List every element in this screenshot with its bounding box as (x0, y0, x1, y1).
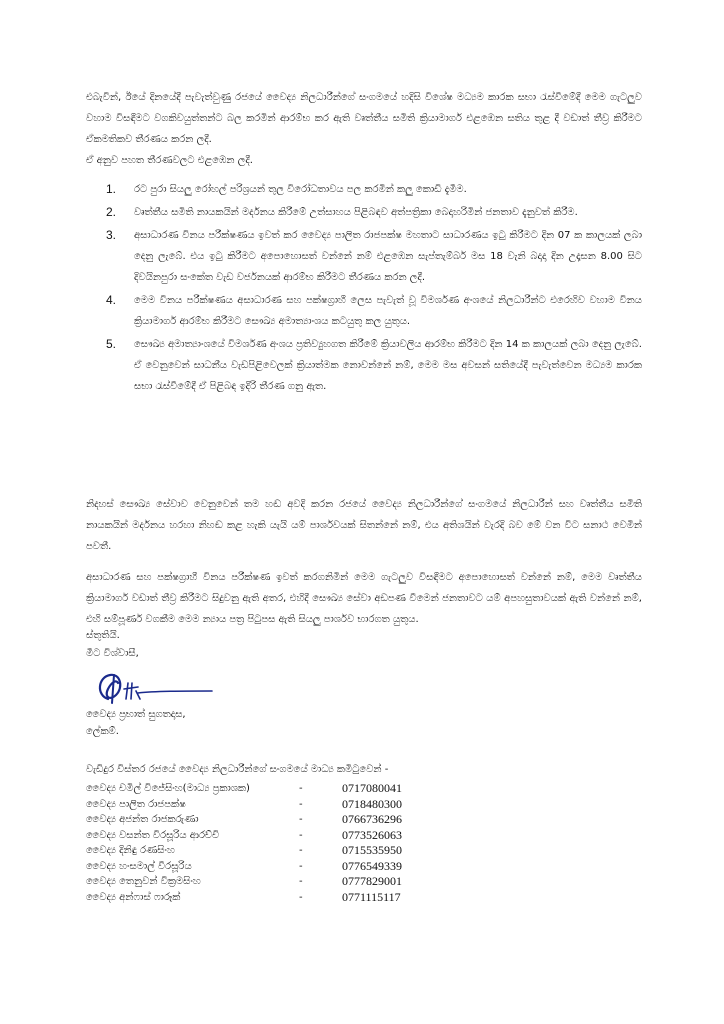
table-row (86, 890, 402, 906)
resolution-number: 2. (106, 205, 117, 219)
resolution-number: 5. (106, 337, 117, 351)
contact-name: වෛද්‍ය චමිල් විජේසිංහ(මාධ්‍ය ප්‍රකාශක) (86, 783, 250, 794)
contact-separator: - (299, 829, 303, 841)
paragraph-suppression-text: නිදහස් සෞඛ්‍ය සේවාව වෙනුවෙන් තම හඬ අවදි කරන රජයේ වෛද්‍ය නිලධාරීන්ගේ සංගමයේ නිලධාරීන් සහ වෘත්තීය සමිති නායකයින් මර්දනය හරහා නිහඬ කළ හැකි යැයි යම් පාර්ශවයක් සිතන්නේ නම්, එය අතිශයින් වැරදි බව මේ වන විට සනාථ වෙමින් පවතී. (86, 499, 642, 552)
contact-separator: - (299, 876, 303, 887)
table-row (86, 828, 402, 844)
resolution-item (106, 179, 642, 200)
closing-thanks: ස්තුතියි. (86, 630, 120, 641)
intro-paragraph (86, 87, 642, 150)
media-committee-text: වැඩිදුර විස්තර රජයේ වෛද්‍ය නිලධාරීන්ගේ සංගමයේ මාධ්‍ය කමිටුවෙන් - (86, 764, 389, 775)
contact-phone: 0777829001 (342, 874, 402, 888)
contact-phone: 0776549339 (342, 858, 402, 873)
contact-phone: 0715535950 (342, 843, 402, 857)
contact-name: වෛද්‍ය දිනිඳු රණසිංහ (86, 845, 175, 856)
contact-phone: 0717080041 (342, 781, 402, 795)
resolution-text: මෙම විනය පරීක්ෂණය අසාධාරණ සහ පක්ෂග්‍රාහී ලෙස පැවැත් වූ විමර්ශණ අංශයේ නිලධාරීන්ට එරෙහිව වහාම විනය ක්‍රියාමාර්ග ආරම්භ කිරීමට සෞඛ්‍ය අමාත්‍යාංශය කටයුතු කල යුතුය. (134, 295, 642, 327)
contact-phone: 0766736296 (342, 812, 402, 826)
closing-faithfully: මීට විශ්වාසී, (86, 648, 139, 659)
resolution-text: සෞඛ්‍ය අමාත්‍යාංශයේ විමර්ශණ අංශය ප්‍රතිව්‍යුහගත කිරීමේ ක්‍රියාවලිය ආරම්භ කිරීමට දින 14 ක කාලයක් ලබා දෙනු ලැබේ. ඒ වෙනුවෙන් සාධනීය වැඩපිළිවෙලක් ක්‍රියාත්මක නොවන්නේ නම්, මෙම මස අවසන් සතියේදී පැවැත්වෙන මධ්‍යම කාරක සභා රැස්වීමේදී ඒ පිළිබඳ ඉදිරි තීරණ ගනු ඇත. (134, 339, 642, 392)
intro-text: එබැවින්, ඊයේ දිනයේදී පැවැත්වුණු රජයේ වෛද්‍ය නිලධාරීන්ගේ සංගමයේ හදිසි විශේෂ මධ්‍යම කාරක සභා රැස්වීමේදී මෙම ගැටලුව වහාම විසඳීමට වගකිවයුත්තන්ට බල කරමින් ආරම්භ කර ඇති වෘත්තීය සමිති ක්‍රියාමාර්ග එළඹෙන සතිය තුළ දී වඩාත් තීව්‍ර කිරීමට ඒකමතිකව තීරණය කරන ලදී. (86, 92, 642, 145)
contact-separator: - (299, 891, 303, 903)
contact-separator: - (299, 845, 303, 856)
resolution-number: 1. (106, 182, 117, 196)
contact-name: වෛද්‍ය හංසමාල් වීරසූරිය (86, 860, 192, 872)
contact-name: වෛද්‍ය අන්ෆාස් ෆාරූක් (86, 891, 181, 903)
media-committee-heading (86, 759, 642, 780)
table-row (86, 797, 402, 813)
paragraph-suppression (86, 494, 642, 557)
resolution-text: රට පුරා සියලු රෝහල් පරිශ්‍රයන් තුල විරෝධතාවය පල කරමින් කලු කොඩි දැමීම. (134, 184, 467, 195)
table-row (86, 781, 402, 797)
contact-name: වෛද්‍ය අජන්ත රාජකරුණා (86, 814, 199, 825)
contact-separator: - (299, 798, 303, 810)
table-row (86, 843, 402, 859)
resolution-number: 3. (106, 228, 117, 242)
contacts-table (86, 781, 402, 905)
resolutions-lead-text: ඒ අනුව පහත තීරණවලට එළඹෙන ලදී. (86, 155, 253, 166)
resolutions-lead (86, 150, 642, 171)
resolution-item (106, 202, 642, 223)
contact-separator: - (299, 860, 303, 872)
signature-image (94, 669, 214, 711)
resolution-item (106, 225, 642, 288)
resolution-text: වෘත්තීය සමිති නායකයින් මර්දනය කිරීමේ උත්සාහය පිළිබඳව අත්පත්‍රිකා බෙදාහරිමින් ජනතාව දැනුවත් කිරීම. (134, 207, 578, 218)
contact-phone: 0773526063 (342, 827, 402, 842)
table-row (86, 859, 402, 875)
paragraph-responsibility (86, 567, 642, 630)
contact-name: වෛද්‍ය පාලිත රාජපක්ෂ (86, 798, 186, 810)
contact-name: වෛද්‍ය වසන්ත විරසූරිය ආරච්චි (86, 829, 220, 841)
paragraph-responsibility-text: අසාධාරණ සහ පක්ෂග්‍රාහී විනය පරීක්ෂණ ඉවත් කරගනිමින් මෙම ගැටලුව විසඳීමට අපොහොසත් වන්නේ නම්, මෙම වෘත්තීය ක්‍රියාමාර්ග වඩාත් තීව්‍ර කිරීමට සිදුවනු ඇති අතර, එහිදී සෞඛ්‍ය සේවා අඩපණ වීමෙන් ජනතාවට යම් අපහසුතාවයක් ඇති වන්නේ නම්, එහි සම්පූර්ණ වගකීම මෙම න්‍යාය පත්‍ර පිටුපස ඇති සියලු පාර්ශව භාරගත යුතුය. (86, 572, 642, 625)
contact-phone: 0718480300 (342, 796, 402, 811)
resolutions-list (106, 179, 642, 397)
contact-name: වෛද්‍ය තෙනුවන් වික්‍රමසිංහ (86, 876, 201, 887)
contact-separator: - (299, 814, 303, 825)
closing (86, 627, 642, 663)
table-row (86, 812, 402, 828)
resolution-number: 4. (106, 293, 117, 307)
resolution-text: අසාධාරණ විනය පරීක්ෂණය ඉවත් කර වෛද්‍ය පාලිත රාජපක්ෂ මහතාට සාධාරණය ඉටු කිරීමට දින 07 ක කාලයක් ලබා දෙනු ලැබේ. එය ඉටු කිරීමට අපොහොසත් වන්නේ නම් එළඹෙන සැප්තැම්බර් මස 18 වැනි බදාදා දින උදෑසන 8.00 සිට දිවයිනපුරා සංකේත වැඩ වර්ජනයක් ආරම්භ කිරීමට තීරණය කරන ලදී. (134, 230, 642, 283)
signer-block (86, 706, 642, 740)
signer-title: ලේකම්. (86, 726, 119, 737)
table-row (86, 874, 402, 890)
signer-name: වෛද්‍ය ප්‍රභාත් සුගතදාස, (86, 709, 186, 720)
contact-separator: - (299, 783, 303, 794)
resolution-item (106, 334, 642, 397)
contact-phone: 0771115117 (342, 889, 401, 904)
resolution-item (106, 290, 642, 332)
